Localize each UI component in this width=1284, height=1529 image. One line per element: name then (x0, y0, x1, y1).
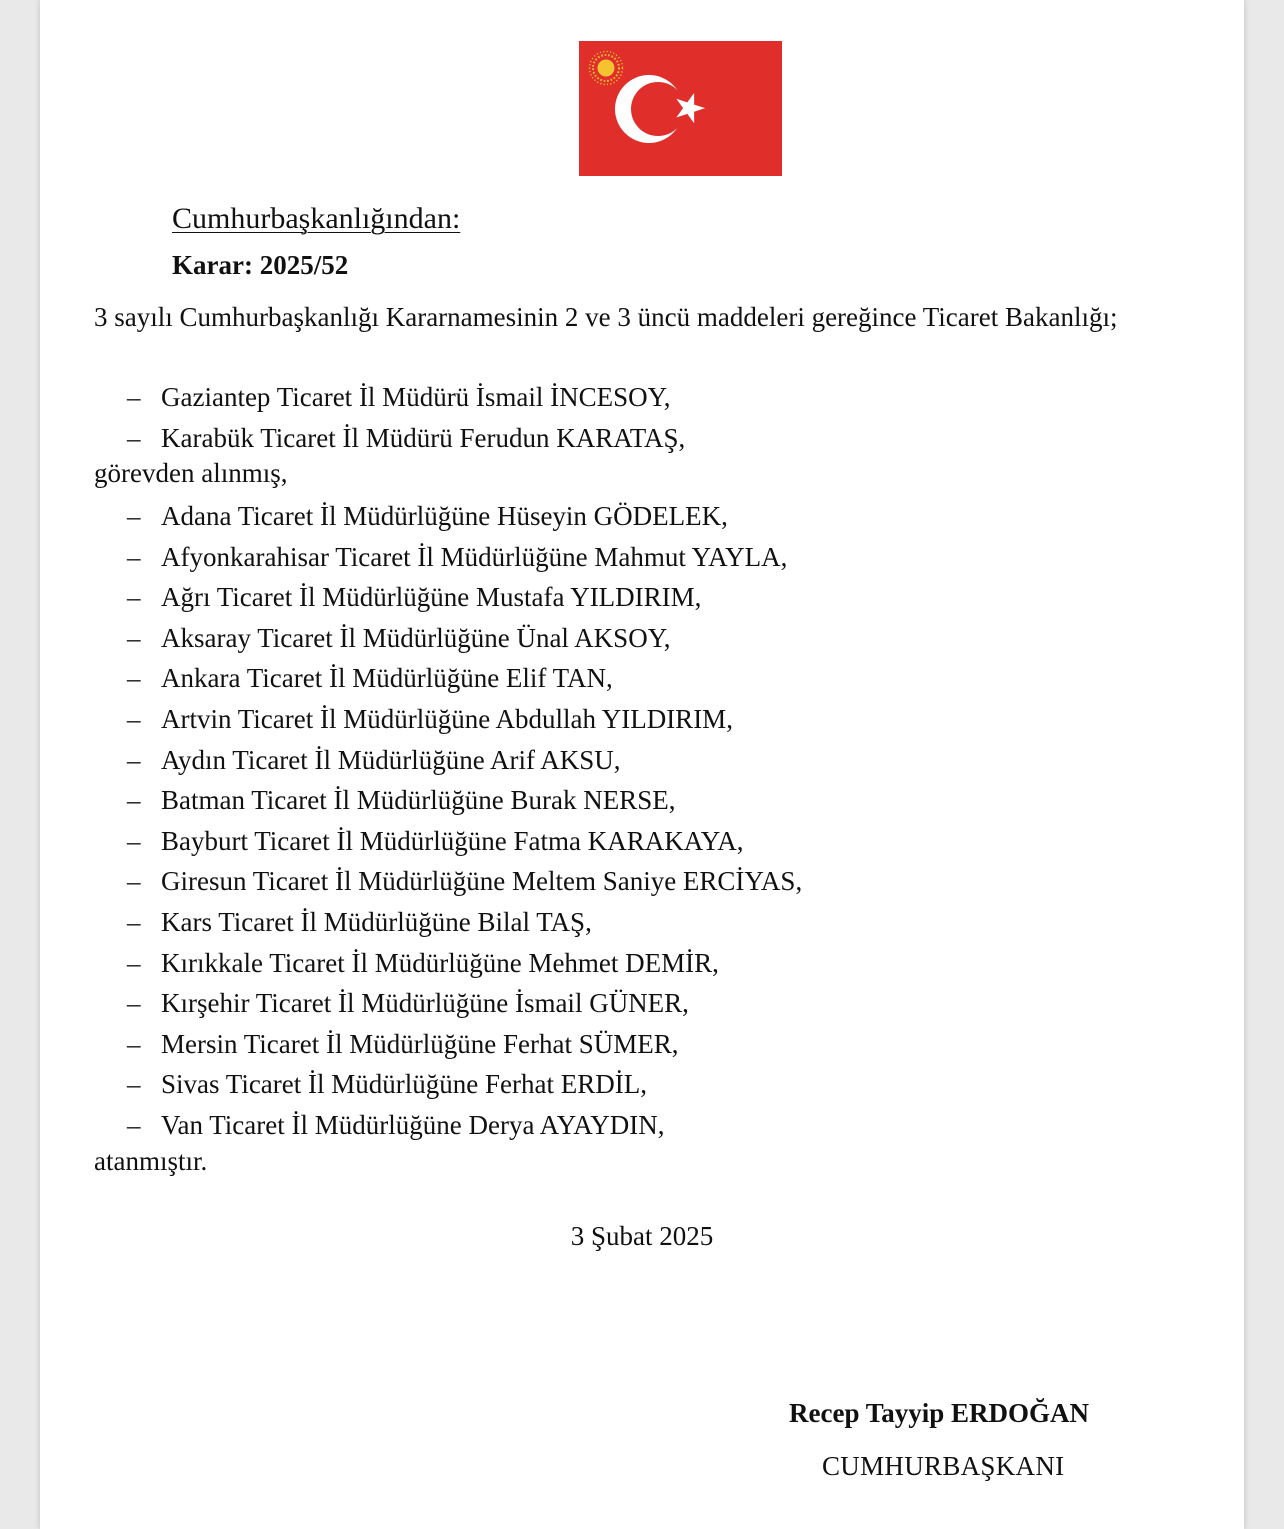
list-item (127, 377, 685, 418)
list-item (127, 699, 802, 740)
list-item (127, 1105, 802, 1146)
intro-paragraph: 3 sayılı Cumhurbaşkanlığı Kararnamesinin 2 ve 3 üncü maddeleri gereğince Ticaret Bakanlığı; (94, 302, 1118, 332)
list-item (127, 861, 802, 902)
appointed-item-text: Bayburt Ticaret İl Müdürlüğüne Fatma KARAKAYA, (161, 825, 744, 856)
appointed-item-text: Sivas Ticaret İl Müdürlüğüne Ferhat ERDİL, (161, 1069, 647, 1100)
dash: – (127, 541, 141, 572)
dash: – (127, 622, 141, 653)
signatory-title: CUMHURBAŞKANI (822, 1451, 1065, 1481)
decision-number: Karar: 2025/52 (172, 250, 349, 280)
dash: – (127, 785, 141, 816)
list-item (127, 496, 802, 537)
dash: – (127, 423, 141, 453)
list-item (127, 618, 802, 659)
list-item (127, 780, 802, 821)
dash: – (127, 1069, 141, 1100)
appointed-item-text: Mersin Ticaret İl Müdürlüğüne Ferhat SÜMER, (161, 1028, 679, 1059)
appointed-item-text: Ağrı Ticaret İl Müdürlüğüne Mustafa YILDIRIM, (161, 582, 702, 613)
appointed-item-text: Adana Ticaret İl Müdürlüğüne Hüseyin GÖDELEK, (161, 501, 728, 531)
list-item (127, 740, 802, 781)
appointed-list (127, 496, 802, 1146)
list-item (127, 577, 802, 618)
dash: – (127, 744, 141, 775)
issuer-heading: Cumhurbaşkanlığından: (172, 202, 461, 235)
appointed-item-text: Giresun Ticaret İl Müdürlüğüne Meltem Saniye ERCİYAS, (161, 866, 803, 897)
list-item (127, 418, 685, 459)
appointed-item-text: Kırıkkale Ticaret İl Müdürlüğüne Mehmet DEMİR, (161, 947, 719, 978)
dash: – (127, 988, 141, 1019)
dash: – (127, 663, 141, 694)
list-item (127, 943, 802, 984)
list-item (127, 902, 802, 943)
appointed-item-text: Batman Ticaret İl Müdürlüğüne Burak NERSE, (161, 785, 676, 816)
removed-item-text: Karabük Ticaret İl Müdürü Ferudun KARATAŞ, (161, 423, 686, 453)
signatory-name: Recep Tayyip ERDOĞAN (789, 1398, 1090, 1428)
dash: – (127, 825, 141, 856)
appointed-item-text: Artvin Ticaret İl Müdürlüğüne Abdullah YILDIRIM, (161, 703, 733, 734)
dash: – (127, 866, 141, 897)
dash: – (127, 582, 141, 613)
list-item (127, 1024, 802, 1065)
appointed-item-text: Kırşehir Ticaret İl Müdürlüğüne İsmail GÜNER, (161, 988, 689, 1019)
appointed-item-text: Kars Ticaret İl Müdürlüğüne Bilal TAŞ, (161, 906, 592, 937)
removed-item-text: Gaziantep Ticaret İl Müdürü İsmail İNCESOY, (161, 382, 671, 412)
dash: – (127, 1028, 141, 1059)
turkish-presidential-flag-icon (579, 41, 782, 176)
list-item (127, 821, 802, 862)
dash: – (127, 906, 141, 937)
appointed-item-text: Ankara Ticaret İl Müdürlüğüne Elif TAN, (161, 663, 613, 694)
dash: – (127, 703, 141, 734)
dash: – (127, 1109, 141, 1140)
appointed-item-text: Van Ticaret İl Müdürlüğüne Derya AYAYDIN, (161, 1109, 665, 1140)
list-item (127, 537, 802, 578)
dash: – (127, 501, 141, 531)
list-item (127, 983, 802, 1024)
removed-list (127, 377, 685, 459)
appointed-item-text: Afyonkarahisar Ticaret İl Müdürlüğüne Mahmut YAYLA, (161, 541, 788, 572)
list-item (127, 658, 802, 699)
decision-date: 3 Şubat 2025 (570, 1221, 714, 1251)
appointed-suffix: atanmıştır. (94, 1146, 208, 1176)
appointed-item-text: Aydın Ticaret İl Müdürlüğüne Arif AKSU, (161, 744, 621, 775)
removed-suffix: görevden alınmış, (94, 458, 288, 488)
dash: – (127, 947, 141, 978)
appointed-item-text: Aksaray Ticaret İl Müdürlüğüne Ünal AKSOY, (161, 622, 671, 653)
list-item (127, 1064, 802, 1105)
dash: – (127, 382, 141, 412)
